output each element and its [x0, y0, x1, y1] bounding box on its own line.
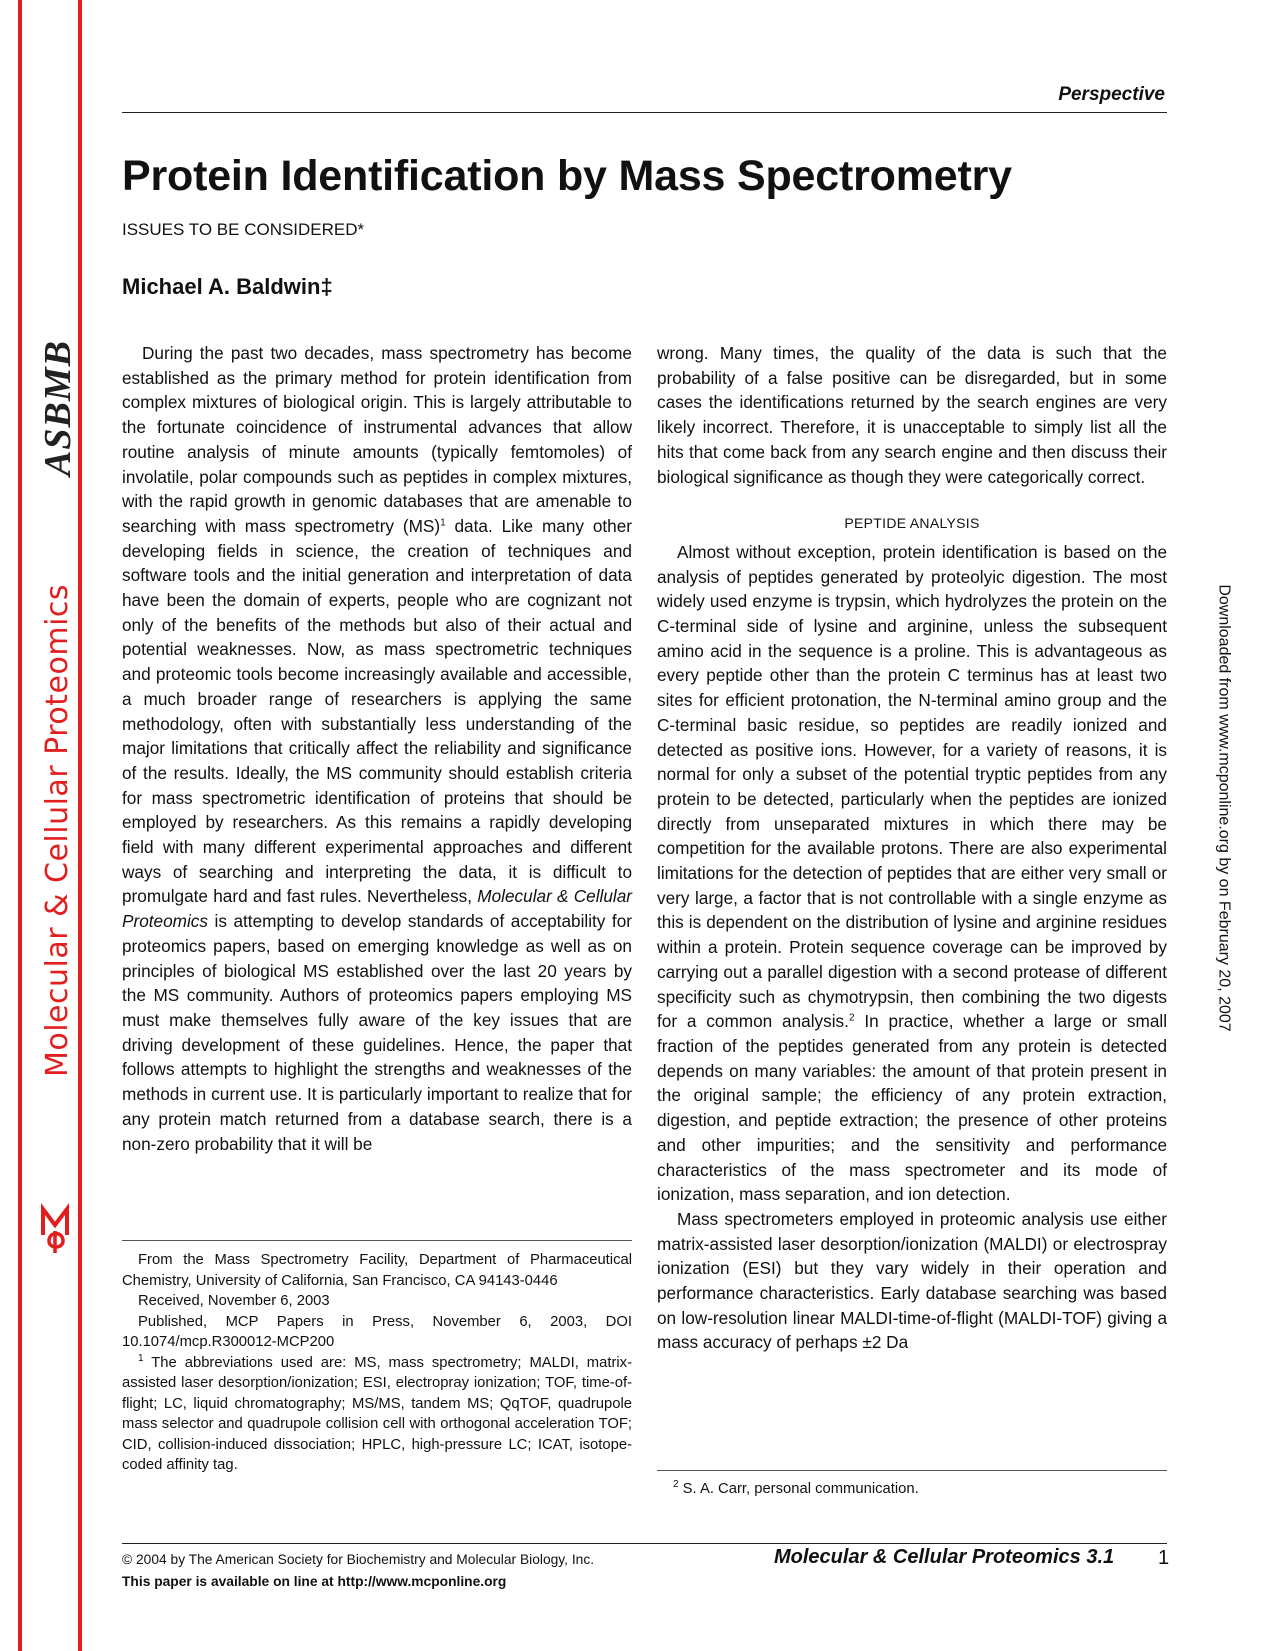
- footnote-rule-right: [657, 1470, 1167, 1471]
- intro-paragraph: [122, 341, 632, 1156]
- copyright-line: © 2004 by The American Society for Biochemistry and Molecular Biology, Inc.: [122, 1552, 595, 1567]
- left-footnotes: [122, 1250, 632, 1476]
- right-column: [657, 341, 1167, 1355]
- article-title: Protein Identification by Mass Spectrometry: [122, 152, 1012, 200]
- section-label: Perspective: [1058, 84, 1165, 105]
- footnote-ref-1: 1: [440, 517, 446, 529]
- received-note: Received, November 6, 2003: [138, 1293, 330, 1309]
- footnote-rule-left: [122, 1240, 632, 1241]
- peptide-paragraph: [657, 540, 1167, 1207]
- journal-name-italic: Molecular & Cellular Proteomics: [122, 886, 633, 932]
- intro-text-a: During the past two decades, mass spectrometry has become established as the primary method for protein identification from complex mixtures of biological origin. This is largely attributable to the fortunate coincidence of instrumental advances that allow routine analysis of minute amounts (typically femtomoles) of involatile, polar compounds such as peptides in complex mixtures, with the rapid growth in genomic databases that are amenable to searching with mass spectrometry (MS): [122, 343, 632, 536]
- abbreviations-text: The abbreviations used are: MS, mass spectrometry; MALDI, matrix-assisted laser desorption/ionization; ESI, electropray ionization; TOF, time-of-flight; LC, liquid chromatography; MS/MS, tandem MS; QqTOF, quadrupole mass selector and quadrupole collision cell with orthogonal acceleration TOF; CID, collision-induced dissociation; HPLC, high-pressure LC; ICAT, isotope-coded affinity tag.: [122, 1354, 632, 1473]
- published-note: Published, MCP Papers in Press, November 6, 2003, DOI 10.1074/mcp.R300012-MCP200: [122, 1313, 632, 1350]
- availability-line: This paper is available on line at http://www.mcponline.org: [122, 1574, 507, 1589]
- sidebar-journal-name: [38, 583, 78, 1077]
- peptide-text-b: In practice, whether a large or small fraction of the peptides generated from any protein is detected depends on many variables: the amount of that protein present in the original sample; the efficiency of any protein extraction, digestion, and peptide extraction; the presence of other proteins and other impurities; and the sensitivity and performance characteristics of the mass spectrometer and its mode of ionization, mass separation, and ion detection.: [657, 1011, 1168, 1205]
- intro-text-c: is attempting to develop standards of acceptability for proteomics papers, based on emerging knowledge as well as on principles of biological MS established over the last 20 years by the MS community. Authors of proteomics papers employing MS must make themselves fully aware of the key issues that are driving development of these guidelines. Hence, the paper that follows attempts to highlight the strengths and weaknesses of the methods in current use. It is particularly important to realize that for any protein match returned from a database search, there is a non-zero probability that it will be: [122, 911, 632, 1154]
- personal-communication-text: S. A. Carr, personal communication.: [678, 1481, 919, 1497]
- mass-spectrometers-paragraph: Mass spectrometers employed in proteomic analysis use either matrix-assisted laser desorption/ionization (MALDI) or electrospray ionization (ESI) but they vary widely in their operation and performance characteristics. Early database searching was based on low-resolution linear MALDI-time-of-flight (MALDI-TOF) giving a mass accuracy of perhaps ±2 Da: [657, 1208, 1167, 1353]
- footnote-mark-2: 2: [673, 1479, 679, 1491]
- footnote-mark-1: 1: [138, 1352, 144, 1364]
- download-note-text: Downloaded from www.mcponline.org by on February 20, 2007: [1216, 583, 1234, 1032]
- journal-footer: Molecular & Cellular Proteomics 3.1: [774, 1546, 1115, 1568]
- footer-rule: [122, 1543, 1167, 1544]
- article-subtitle: ISSUES TO BE CONSIDERED*: [122, 220, 365, 239]
- section-heading: PEPTIDE ANALYSIS: [844, 515, 980, 532]
- affiliation-note: From the Mass Spectrometry Facility, Department of Pharmaceutical Chemistry, University of California, San Francisco, CA 94143-0446: [122, 1252, 632, 1289]
- header-rule: [122, 112, 1167, 113]
- asbmb-logo-text: ASBMB: [37, 339, 79, 476]
- sidebar-journal-text: Molecular & Cellular Proteomics: [40, 583, 76, 1077]
- continuation-paragraph: wrong. Many times, the quality of the data is such that the probability of a false positive can be disregarded, but in some cases the identifications returned by the search engines are very likely incorrect. Therefore, it is unacceptable to simply list all the hits that come back from any search engine and then discuss their biological significance as though they were categorically correct.: [657, 343, 1167, 487]
- author-name: Michael A. Baldwin‡: [122, 274, 333, 299]
- asbmb-logo: [37, 335, 79, 480]
- footnote-ref-2: 2: [848, 1012, 855, 1024]
- personal-communication-note: [673, 1481, 919, 1497]
- page-number: 1: [1158, 1547, 1170, 1569]
- intro-text-b: data. Like many other developing fields in science, the creation of techniques and software tools and the initial generation and interpretation of data have been the domain of experts, people who are cognizant not only of the benefits of the methods but also of their actual and potential weaknesses. Now, as mass spectrometric techniques and proteomic tools become increasingly available and accessible, a much broader range of researchers is applying the same methodology, often with substantially less understanding of the major limitations that critically affect the reliability and significance of the results. Ideally, the MS community should establish criteria for mass spectrometric identification of proteins that should be employed by researchers. As this remains a rapidly developing field with many different experimental approaches and different ways of searching and interpreting the data, it is difficult to promulgate hard and fast rules. Nevertheless,: [122, 515, 632, 907]
- right-red-margin-line: [78, 0, 82, 1651]
- mcp-monogram-icon: [35, 1195, 75, 1255]
- download-note: [1211, 555, 1237, 1060]
- left-column: [122, 341, 632, 1156]
- peptide-text-a: Almost without exception, protein identification is based on the analysis of peptides generated by proteolyic digestion. The most widely used enzyme is trypsin, which hydrolyzes the protein on the C-terminal side of lysine and arginine, unless the subsequent amino acid in the sequence is a proline. This is advantageous as every peptide other than the protein C terminus has at least two sites for efficient protonation, the N-terminal amino group and the C-terminal basic residue, so peptides are readily ionized and detected as positive ions. However, for a variety of reasons, it is normal for only a subset of the potential tryptic peptides from any protein to be detected, particularly when the peptides are ionized directly from unseparated mixtures in which there may be competition for the available protons. There are also experimental limitations for the detection of peptides that are either very small or very large, a factor that is not controllable with a single enzyme as this is dependent on the distribution of lysine and arginine residues within a protein. Protein sequence coverage can be improved by carrying out a parallel digestion with a second protease of different specificity such as chymotrypsin, then combining the two digests for a common analysis.: [657, 541, 1167, 1032]
- left-red-margin-line: [18, 0, 22, 1651]
- abbreviations-note: [122, 1353, 632, 1476]
